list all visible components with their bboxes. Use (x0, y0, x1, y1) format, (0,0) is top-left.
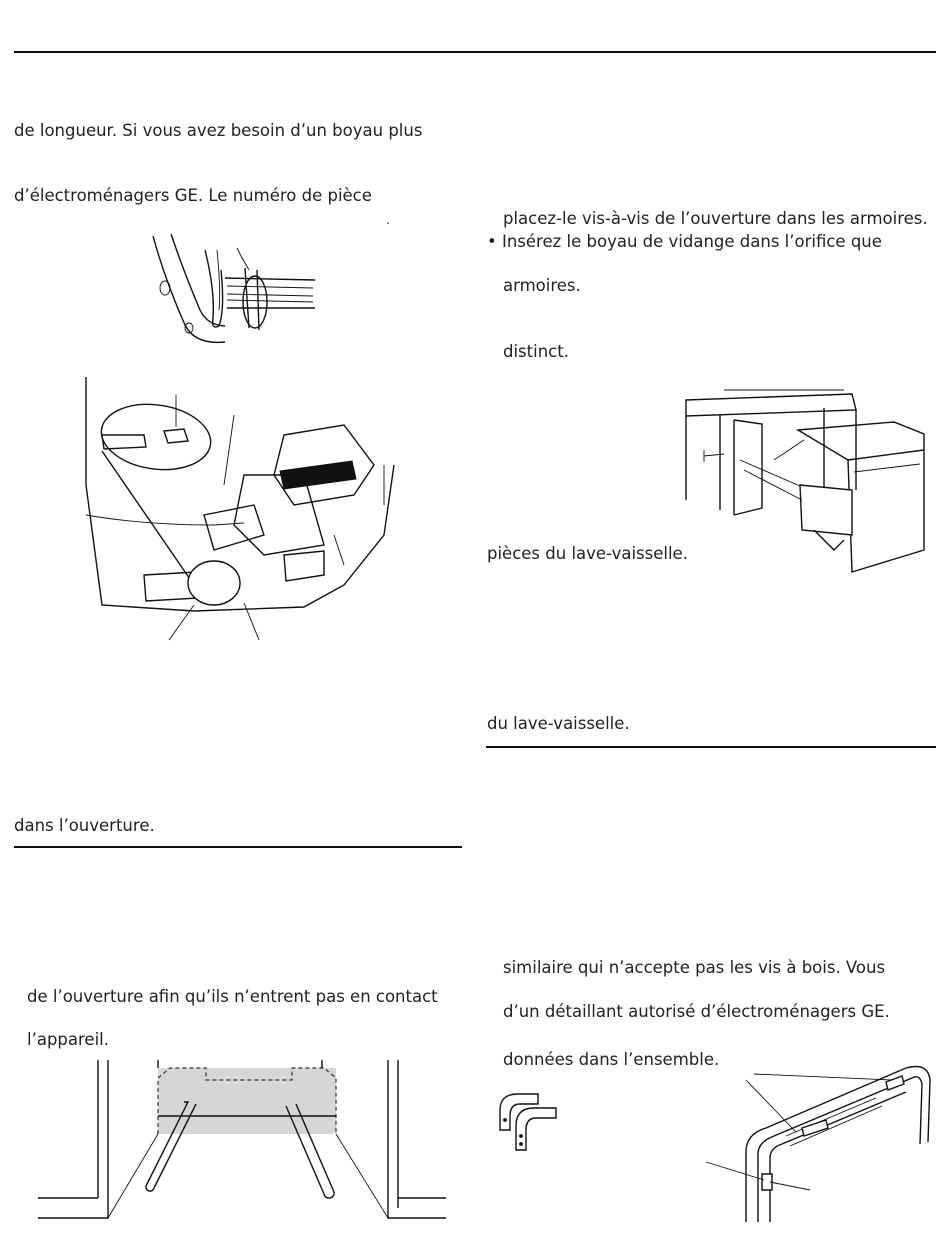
right-text-line-5: pièces du lave-vaisselle. (487, 544, 688, 563)
mounting-brackets-illustration (496, 1090, 568, 1160)
right-text-line-2: • Insérez le boyau de vidange dans l’orifice que (487, 232, 882, 251)
right-text-line-1: placez-le vis-à-vis de l’ouverture dans les armoires. (503, 209, 928, 228)
drain-pump-assembly-illustration (84, 375, 414, 645)
right-text-line-3: armoires. (503, 276, 581, 295)
hose-clip-illustration (145, 230, 325, 350)
bracket-installation-illustration (706, 1062, 946, 1232)
right-text-line-8: d’un détaillant autorisé d’électroménagers GE. (503, 1002, 890, 1021)
right-text-line-6: du lave-vaisselle. (487, 714, 630, 733)
cabinet-opening-cutout-illustration (38, 1058, 448, 1228)
right-text-line-4: distinct. (503, 342, 569, 361)
left-section-rule (14, 846, 462, 848)
left-text-line-5: de l’ouverture afin qu’ils n’entrent pas en contact (27, 987, 438, 1006)
left-text-line-1: de longueur. Si vous avez besoin d’un boyau plus (14, 121, 423, 140)
left-text-line-2: d’électroménagers GE. Le numéro de pièce (14, 186, 372, 205)
right-text-line-7: similaire qui n’accepte pas les vis à bois. Vous (503, 958, 886, 977)
left-text-line-6: l’appareil. (27, 1030, 109, 1049)
right-text-line-9: données dans l’ensemble. (503, 1050, 720, 1069)
right-section-rule (486, 746, 936, 748)
left-text-line-3: . (386, 213, 390, 227)
left-text-line-4: dans l’ouverture. (14, 816, 155, 835)
top-rule (14, 51, 936, 53)
dishwasher-cabinet-installation-illustration (684, 390, 940, 575)
